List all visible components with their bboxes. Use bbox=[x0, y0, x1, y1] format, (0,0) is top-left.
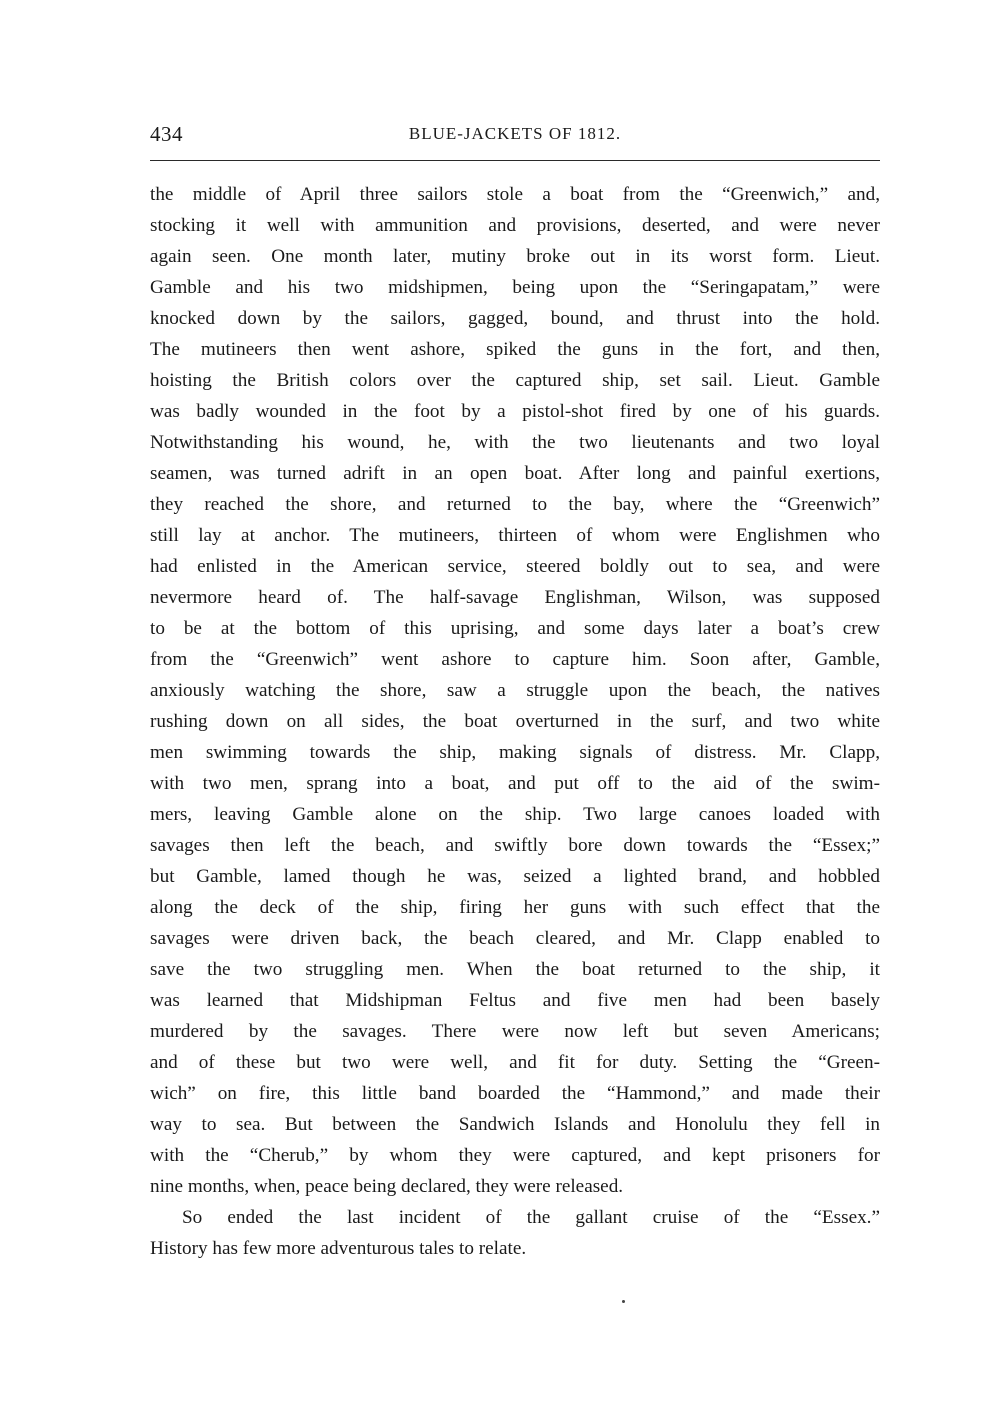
text-line: was badly wounded in the foot by a pistol-shot fired by one of his guards. bbox=[150, 401, 880, 422]
text-line: from the “Greenwich” went ashore to capture him. Soon after, Gamble, bbox=[150, 649, 880, 670]
text-line: to be at the bottom of this uprising, and some days later a boat’s crew bbox=[150, 618, 880, 639]
text-line: rushing down on all sides, the boat overturned in the surf, and two white bbox=[150, 711, 880, 732]
paragraph-2 bbox=[150, 1202, 880, 1264]
text-line: but Gamble, lamed though he was, seized a lighted brand, and hobbled bbox=[150, 866, 880, 887]
text-line: Gamble and his two midshipmen, being upon the “Seringapatam,” were bbox=[150, 277, 880, 298]
text-line: nine months, when, peace being declared, they were released. bbox=[150, 1176, 624, 1197]
text-line: men swimming towards the ship, making signals of distress. Mr. Clapp, bbox=[150, 742, 880, 763]
text-line: The mutineers then went ashore, spiked the guns in the fort, and then, bbox=[150, 339, 880, 360]
text-line: way to sea. But between the Sandwich Islands and Honolulu they fell in bbox=[150, 1114, 880, 1135]
text-line: along the deck of the ship, firing her guns with such effect that the bbox=[150, 897, 880, 918]
text-line: Notwithstanding his wound, he, with the two lieutenants and two loyal bbox=[150, 432, 880, 453]
text-line: knocked down by the sailors, gagged, bound, and thrust into the hold. bbox=[150, 308, 880, 329]
text-line: anxiously watching the shore, saw a struggle upon the beach, the natives bbox=[150, 680, 880, 701]
text-line: with two men, sprang into a boat, and put off to the aid of the swim- bbox=[150, 773, 880, 794]
text-line: murdered by the savages. There were now left but seven Americans; bbox=[150, 1021, 880, 1042]
text-line: seamen, was turned adrift in an open boat. After long and painful exertions, bbox=[150, 463, 880, 484]
text-line: again seen. One month later, mutiny broke out in its worst form. Lieut. bbox=[150, 246, 880, 267]
running-head bbox=[150, 122, 880, 152]
book-title: BLUE-JACKETS OF 1812. bbox=[408, 124, 622, 143]
text-line: savages were driven back, the beach cleared, and Mr. Clapp enabled to bbox=[150, 928, 880, 949]
text-line: with the “Cherub,” by whom they were captured, and kept prisoners for bbox=[150, 1145, 880, 1166]
text-line: stocking it well with ammunition and provisions, deserted, and were never bbox=[150, 215, 880, 236]
page-number: 434 bbox=[150, 122, 183, 146]
ink-speck bbox=[622, 1300, 625, 1303]
text-line: hoisting the British colors over the captured ship, set sail. Lieut. Gamble bbox=[150, 370, 880, 391]
text-line: History has few more adventurous tales to relate. bbox=[150, 1238, 527, 1259]
body-text bbox=[150, 179, 880, 1264]
text-line: So ended the last incident of the gallant cruise of the “Essex.” bbox=[182, 1207, 880, 1228]
text-line: save the two struggling men. When the boat returned to the ship, it bbox=[150, 959, 880, 980]
text-line: still lay at anchor. The mutineers, thirteen of whom were Englishmen who bbox=[150, 525, 880, 546]
text-line: the middle of April three sailors stole a boat from the “Greenwich,” and, bbox=[150, 184, 880, 205]
header-rule bbox=[150, 160, 880, 161]
text-line: wich” on fire, this little band boarded the “Hammond,” and made their bbox=[150, 1083, 880, 1104]
text-line: was learned that Midshipman Feltus and five men had been basely bbox=[150, 990, 880, 1011]
text-line: mers, leaving Gamble alone on the ship. Two large canoes loaded with bbox=[150, 804, 880, 825]
text-line: nevermore heard of. The half-savage Englishman, Wilson, was supposed bbox=[150, 587, 880, 608]
text-line: and of these but two were well, and fit for duty. Setting the “Green- bbox=[150, 1052, 880, 1073]
text-line: they reached the shore, and returned to the bay, where the “Greenwich” bbox=[150, 494, 880, 515]
text-line: savages then left the beach, and swiftly bore down towards the “Essex;” bbox=[150, 835, 880, 856]
paragraph-1 bbox=[150, 179, 880, 1202]
text-line: had enlisted in the American service, steered boldly out to sea, and were bbox=[150, 556, 880, 577]
